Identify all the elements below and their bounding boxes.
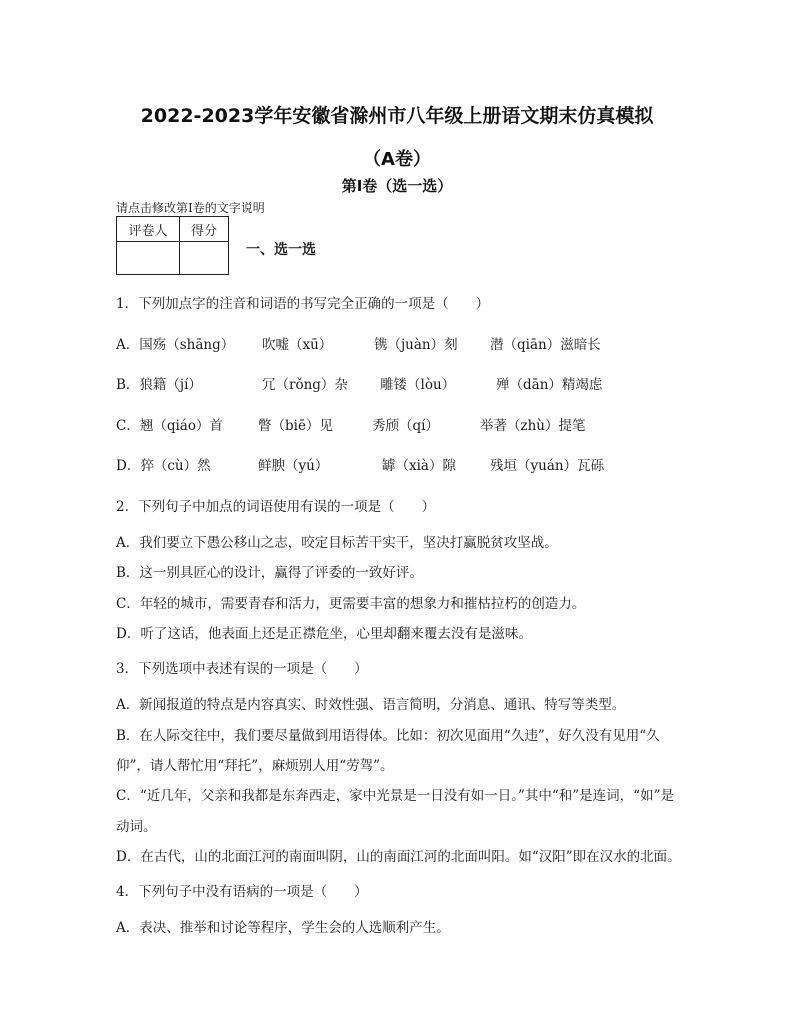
- q1-option-b-3: 雕镂（lòu）: [380, 377, 456, 393]
- q1-option-c-4: 举著（zhù）提笔: [480, 418, 586, 434]
- score-header: 得分: [180, 217, 229, 242]
- q1-option-b-2: 冗（rǒng）杂: [262, 377, 348, 393]
- q1-stem: 1．下列加点字的注音和词语的书写完全正确的一项是（ ）: [116, 296, 490, 312]
- exam-title: 2022-2023学年安徽省滁州市八年级上册语文期末仿真模拟: [140, 105, 654, 127]
- q2-option-a: A．我们要立下愚公移山之志，咬定目标苦干实干，坚决打赢脱贫攻坚战。: [116, 535, 558, 551]
- q1-option-d-4: 残垣（yuán）瓦砾: [490, 458, 605, 474]
- q2-stem: 2．下列句子中加点的词语使用有误的一项是（ ）: [116, 499, 436, 515]
- q3-option-b: B．在人际交往中，我们要尽量做到用语得体。比如：初次见面用“久违”，好久没有见用“久: [116, 728, 660, 744]
- q3-option-b-cont: 仰”，请人帮忙用“拜托”，麻烦别人用“劳驾”。: [116, 758, 394, 774]
- q3-option-c: C．“近几年，父亲和我都是东奔西走，家中光景是一日没有如一日。”其中“和”是连词，“如”是: [116, 788, 674, 804]
- q1-option-d-2: 鲜腴（yú）: [258, 458, 329, 474]
- q2-option-c: C．年轻的城市，需要青春和活力，更需要丰富的想象力和摧枯拉朽的创造力。: [116, 596, 586, 612]
- grader-cell: [117, 242, 180, 275]
- q2-option-b: B．这一别具匠心的设计，赢得了评委的一致好评。: [116, 565, 423, 581]
- q1-option-b-4: 殚（dān）精竭虑: [496, 377, 603, 393]
- q3-stem: 3．下列选项中表述有误的一项是（ ）: [116, 661, 368, 677]
- q1-option-d-3: 罅（xià）隙: [382, 458, 456, 474]
- section-title: 一、选一选: [246, 242, 316, 258]
- score-cell: [180, 242, 229, 275]
- volume-title: 第Ⅰ卷（选一选）: [341, 177, 453, 195]
- q1-option-a: A．国殇（shāng）: [116, 337, 235, 353]
- exam-subtitle: （A卷）: [363, 149, 431, 170]
- q3-option-d: D．在古代，山的北面江河的南面叫阴，山的南面江河的北面叫阳。如“汉阳”即在汉水的北面。: [116, 849, 681, 865]
- q1-option-a-3: 镌（juàn）刻: [374, 337, 458, 353]
- q1-option-c-2: 瞥（biē）见: [258, 418, 333, 434]
- q3-option-a: A．新闻报道的特点是内容真实、时效性强、语言简明，分消息、通讯、特写等类型。: [116, 697, 626, 713]
- q1-option-d: D．猝（cù）然: [116, 458, 211, 474]
- q1-option-b: B．狼籍（jí）: [116, 377, 202, 393]
- q4-option-a: A．表决、推举和讨论等程序，学生会的人选顺利产生。: [116, 920, 450, 936]
- q1-option-a-4: 潜（qiān）滋暗长: [490, 337, 601, 353]
- edit-note[interactable]: 请点击修改第I卷的文字说明: [116, 201, 265, 215]
- q1-option-a-2: 吹嘘（xū）: [262, 337, 333, 353]
- q1-option-c-3: 秀颀（qí）: [372, 418, 439, 434]
- q2-option-d: D．听了这话，他表面上还是正襟危坐，心里却翻来覆去没有是滋味。: [116, 626, 532, 642]
- score-table: [116, 216, 229, 275]
- q4-stem: 4．下列句子中没有语病的一项是（ ）: [116, 884, 368, 900]
- grader-header: 评卷人: [117, 217, 180, 242]
- q3-option-c-cont: 动词。: [116, 819, 157, 835]
- q1-option-c: C．翘（qiáo）首: [116, 418, 223, 434]
